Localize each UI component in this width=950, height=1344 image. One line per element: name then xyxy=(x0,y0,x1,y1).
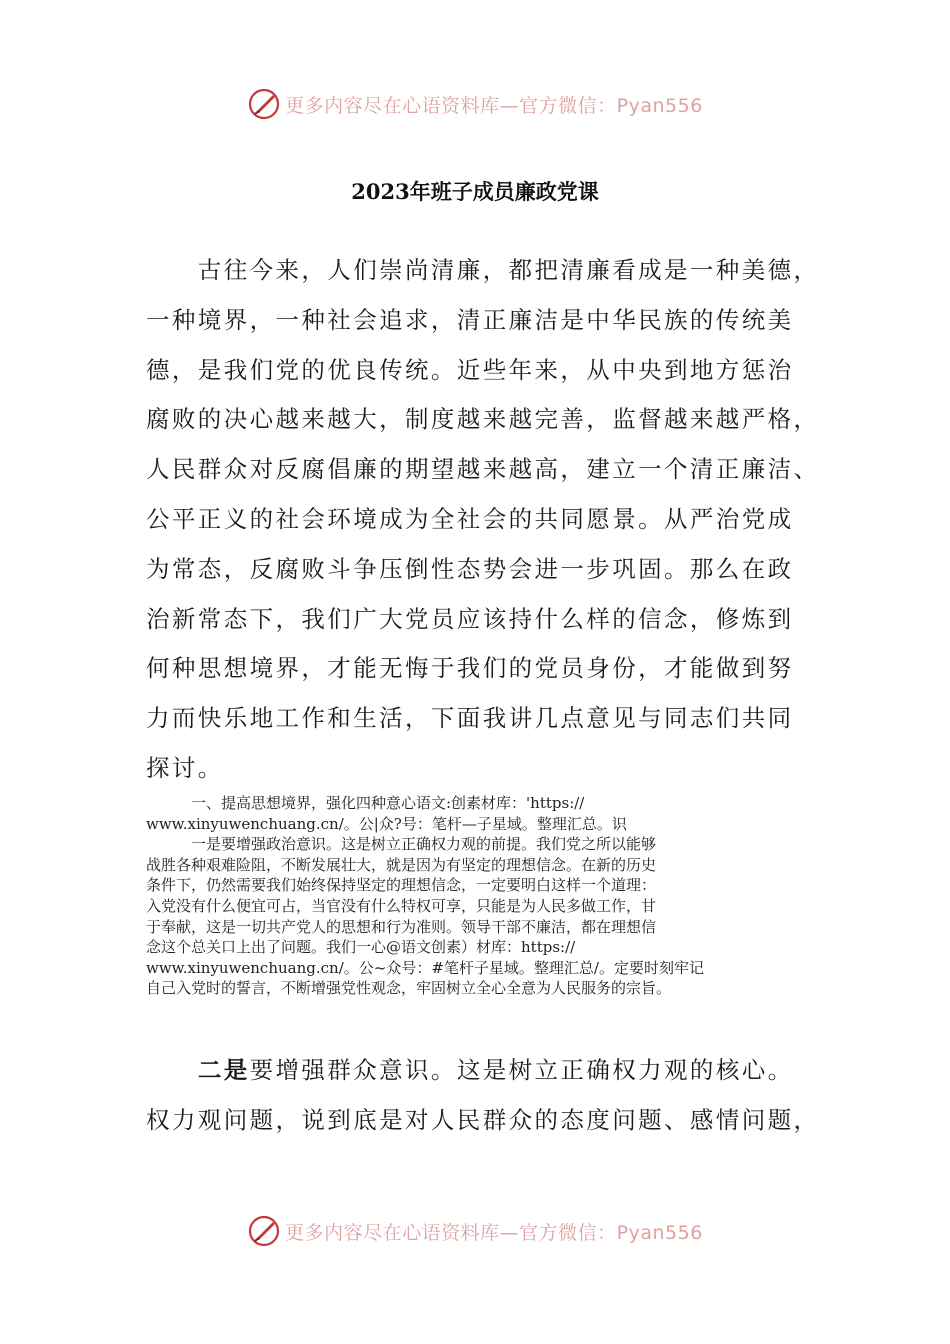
text-line: 自己入党时的誓言，不断增强党性观念，牢固树立全心全意为人民服务的宗旨。 xyxy=(146,979,672,998)
quill-logo-icon xyxy=(247,87,281,121)
watermark-text: 更多内容尽在心语资料库—官方微信：Pyan556 xyxy=(285,94,703,117)
lead-label: 二是 xyxy=(197,1056,250,1084)
watermark-text: 更多内容尽在心语资料库—官方微信：Pyan556 xyxy=(285,1221,703,1244)
text-line: 权力观问题，说到底是对人民群众的态度问题、感情问题， xyxy=(146,1105,820,1134)
footer-watermark-banner xyxy=(0,1211,950,1251)
text-line: 公平正义的社会环境成为全社会的共同愿景。从严治党成 xyxy=(146,504,794,533)
indent xyxy=(146,1056,198,1084)
text-fragment: 要增强群众意识。这是树立正确权力观的核心。 xyxy=(249,1056,794,1084)
document-title: 2023年班子成员廉政党课 xyxy=(351,179,599,204)
text-line: 为常态，反腐败斗争压倒性态势会进一步巩固。那么在政 xyxy=(146,554,794,583)
text-line: 古往今来，人们崇尚清廉，都把清廉看成是一种美德， xyxy=(146,256,820,284)
text-line: 战胜各种艰难险阻，不断发展壮大，就是因为有坚定的理想信念。在新的历史 xyxy=(146,855,657,874)
text-line: 条件下，仍然需要我们始终保持坚定的理想信念，一定要明白这样一个道理： xyxy=(146,876,657,895)
text-line: www.xinyuwenchuang.cn/。公~众号：#笔杆子星域。整理汇总/。定要时刻牢记 xyxy=(146,958,704,977)
text-line: 治新常态下，我们广大党员应该持什么样的信念，修炼到 xyxy=(146,604,794,633)
section-two-paragraph xyxy=(146,1046,820,1146)
text-line: 念这个总关口上出了问题。我们一心@语文创素）材库：https:// xyxy=(146,938,576,957)
text-line: 力而快乐地工作和生活，下面我讲几点意见与同志们共同 xyxy=(146,704,794,733)
wechat-id: Pyan556 xyxy=(616,1221,703,1244)
text-line: 探讨。 xyxy=(146,753,224,782)
text-line: 人民群众对反腐倡廉的期望越来越高，建立一个清正廉洁、 xyxy=(146,455,820,484)
text-line: 一种境界，一种社会追求，清正廉洁是中华民族的传统美 xyxy=(146,305,794,334)
text-line: 一是要增强政治意识。这是树立正确权力观的前提。我们党之所以能够 xyxy=(146,835,657,854)
text-line: 入党没有什么便宜可占，当官没有什么特权可享，只能是为人民多做工作，甘 xyxy=(146,896,657,915)
text-line: 德，是我们党的优良传统。近些年来，从中央到地方惩治 xyxy=(146,355,794,384)
header-watermark-banner xyxy=(0,84,950,124)
text-line: www.xinyuwenchuang.cn/。公|众?号：笔杆—子星域。整理汇总。识 xyxy=(146,814,627,833)
text-line: 何种思想境界，才能无悔于我们的党员身份，才能做到努 xyxy=(146,654,794,683)
section-heading: 一、提高思想境界，强化四种意心语文:创素材库：'https:// xyxy=(146,794,585,812)
intro-paragraph xyxy=(146,246,820,794)
text-line: 于奉献，这是一切共产党人的思想和行为准则。领导干部不廉洁，都在理想信 xyxy=(146,917,657,936)
wechat-id: Pyan556 xyxy=(616,94,703,117)
quill-logo-icon xyxy=(247,1214,281,1248)
text-line xyxy=(146,1046,806,1096)
section-one-block xyxy=(146,793,816,999)
text-line: 腐败的决心越来越大，制度越来越完善，监督越来越严格， xyxy=(146,405,820,434)
